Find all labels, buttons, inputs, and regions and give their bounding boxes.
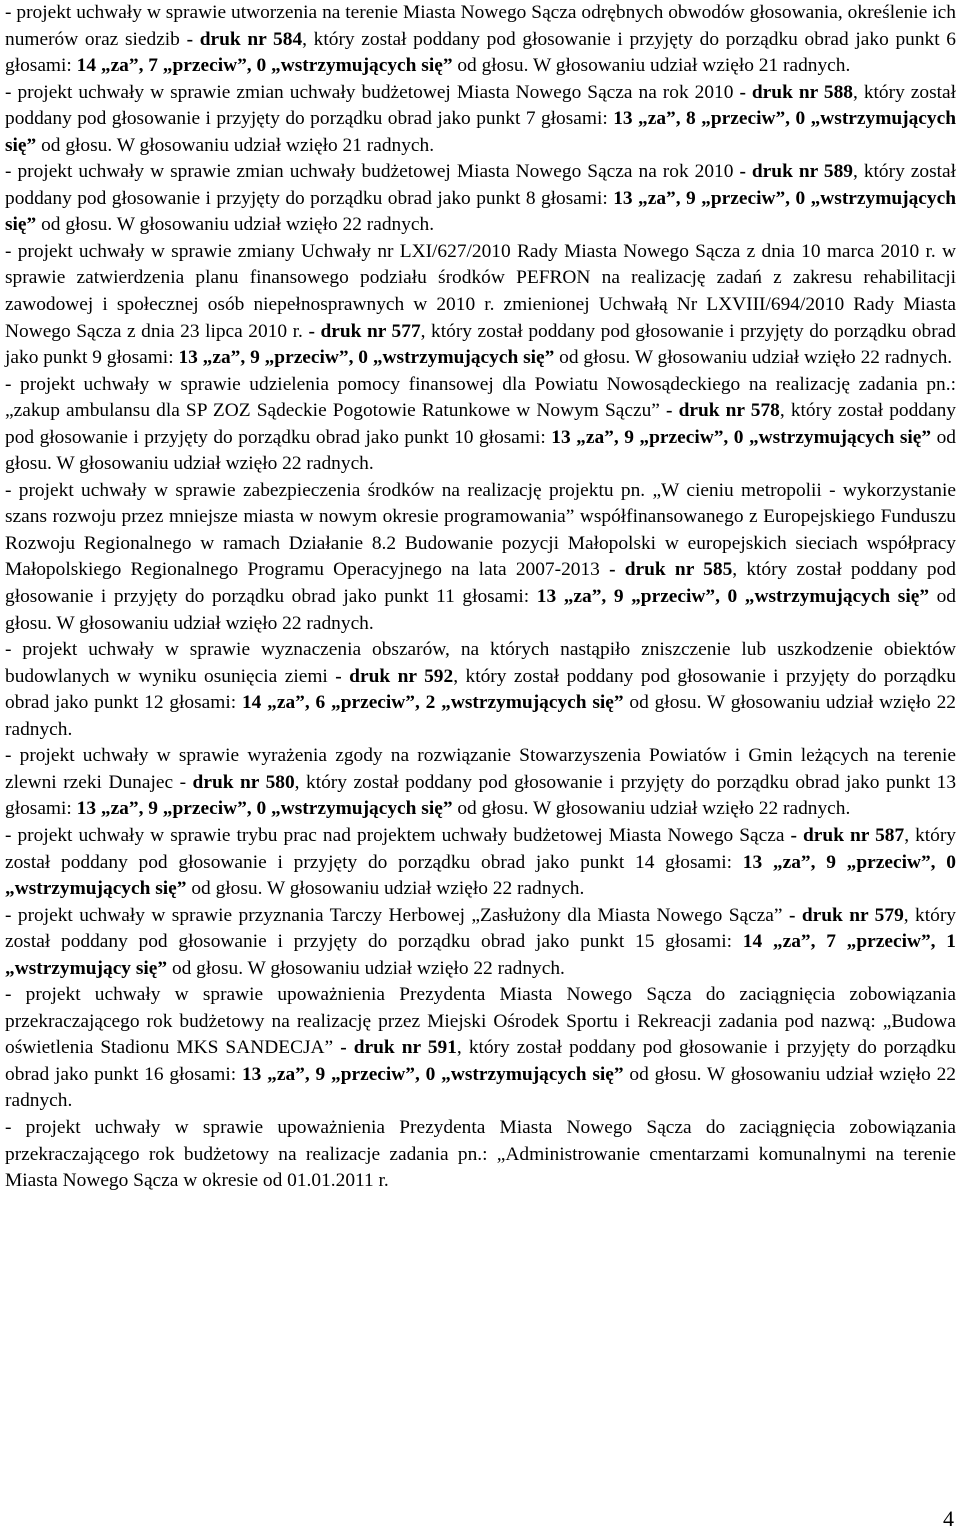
document-body: [5, 0, 956, 1195]
bold-text-run: 13 „za”, 9 „przeciw”, 0 „wstrzymujących się”: [76, 798, 453, 820]
resolution-paragraph: [5, 982, 956, 1115]
resolution-paragraph: [5, 239, 956, 372]
bold-text-run: 13 „za”, 9 „przeciw”, 0 „wstrzymujących się”: [241, 1063, 624, 1085]
bold-text-run: 13 „za”, 9 „przeciw”, 0 „wstrzymujących się”: [178, 347, 555, 369]
bold-text-run: - druk nr 578: [666, 400, 780, 422]
bold-text-run: - druk nr 588: [739, 81, 853, 103]
resolution-paragraph: [5, 743, 956, 823]
text-run: od głosu. W głosowaniu udział wzięło 22 radnych.: [5, 692, 956, 740]
bold-text-run: - druk nr 577: [308, 320, 421, 342]
text-run: , który został poddany pod głosowanie i przyjęty do porządku obrad jako punkt 10 głosami:: [5, 400, 956, 448]
bold-text-run: 14 „za”, 7 „przeciw”, 1 „wstrzymujący się”: [5, 931, 956, 979]
text-run: - projekt uchwały w sprawie zmian uchwały budżetowej Miasta Nowego Sącza na rok 2010: [5, 161, 740, 183]
resolution-paragraph: [5, 823, 956, 903]
text-run: , który został poddany pod głosowanie i przyjęty do porządku obrad jako punkt 16 głosami:: [5, 1037, 957, 1085]
bold-text-run: - druk nr 579: [788, 904, 904, 926]
text-run: od głosu. W głosowaniu udział wzięło 22 radnych.: [554, 347, 953, 369]
bold-text-run: - druk nr 584: [186, 28, 303, 50]
text-run: - projekt uchwały w sprawie upoważnienia Prezydenta Miasta Nowego Sącza do zaciągnięcia zobowiązania przekraczającego rok budżetowy na realizację przez Miejski Ośrodek Sportu i Rekreacji zadania pod nazwą: „Budowa oświetlenia Stadionu MKS SANDECJA”: [5, 984, 956, 1059]
text-run: - projekt uchwały w sprawie wyznaczenia obszarów, na których nastąpiło zniszczenie lub uszkodzenie obiektów budowlanych w wyniku osunięcia ziemi: [5, 639, 956, 687]
text-run: - projekt uchwały w sprawie zabezpieczenia środków na realizację projektu pn. „W cieniu metropolii - wykorzystanie szans rozwoju przez mniejsze miasta w nowym okresie programowania” współfinansowanego z Europejskiego Funduszu Rozwoju Regionalnego w ramach Działanie 8.2 Budowanie pozycji Małopolski w europejskich sieciach współpracy Małopolskiego Regionalnego Programu Operacyjnego na lata 2007-2013: [5, 479, 956, 581]
text-run: , który został poddany pod głosowanie i przyjęty do porządku obrad jako punkt 13 głosami:: [5, 771, 957, 820]
resolution-paragraph: [5, 159, 956, 239]
bold-text-run: druk nr 580: [192, 771, 295, 793]
bold-text-run: - druk nr 587: [790, 824, 905, 846]
bold-text-run: 14 „za”, 6 „przeciw”, 2 „wstrzymujących się”: [241, 692, 624, 714]
text-run: - projekt uchwały w sprawie upoważnienia Prezydenta Miasta Nowego Sącza do zaciągnięcia zobowiązania przekraczającego rok budżetowy na realizacje zadania pn.: „Administrowanie cmentarzami komunalnymi na terenie Miasta Nowego Sącza w okresie od 01.01.2011 r.: [5, 1116, 956, 1192]
text-run: , który został poddany pod głosowanie i przyjęty do porządku obrad jako punkt 6 głosami:: [5, 28, 956, 77]
resolution-paragraph: [5, 478, 956, 637]
text-run: - projekt uchwały w sprawie wyrażenia zgody na rozwiązanie Stowarzyszenia Powiatów i Gmin leżących na terenie zlewni rzeki Dunajec -: [5, 745, 956, 793]
text-run: , który został poddany pod głosowanie i przyjęty do porządku obrad jako punkt 12 głosami:: [5, 665, 957, 714]
text-run: , który został poddany pod głosowanie i przyjęty do porządku obrad jako punkt 7 głosami:: [5, 81, 956, 130]
text-run: - projekt uchwały w sprawie utworzenia na terenie Miasta Nowego Sącza odrębnych obwodów głosowania, określenie ich numerów oraz siedzib: [5, 2, 956, 50]
bold-text-run: 13 „za”, 9 „przeciw”, 0 „wstrzymujących się”: [5, 851, 956, 900]
text-run: od głosu. W głosowaniu udział wzięło 22 radnych.: [5, 426, 956, 475]
resolution-paragraph: [5, 80, 956, 160]
text-run: , który został poddany pod głosowanie i przyjęty do porządku obrad jako punkt 8 głosami:: [5, 161, 956, 209]
bold-text-run: 13 „za”, 9 „przeciw”, 0 „wstrzymujących się”: [551, 426, 932, 448]
resolution-paragraph: [5, 1115, 956, 1195]
bold-text-run: - druk nr 591: [340, 1037, 457, 1059]
text-run: , który został poddany pod głosowanie i przyjęty do porządku obrad jako punkt 15 głosami:: [5, 904, 956, 953]
bold-text-run: - druk nr 585: [609, 559, 733, 581]
text-run: od głosu. W głosowaniu udział wzięło 22 radnych.: [186, 878, 585, 900]
text-run: , który został poddany pod głosowanie i przyjęty do porządku obrad jako punkt 9 głosami:: [5, 320, 956, 369]
text-run: od głosu. W głosowaniu udział wzięło 22 radnych.: [5, 586, 957, 634]
resolution-paragraph: [5, 637, 956, 743]
resolution-paragraph: [5, 0, 956, 80]
text-run: - projekt uchwały w sprawie trybu prac nad projektem uchwały budżetowej Miasta Nowego Sącza: [5, 824, 791, 846]
bold-text-run: - druk nr 592: [335, 665, 454, 687]
text-run: od głosu. W głosowaniu udział wzięło 22 radnych.: [452, 798, 851, 820]
text-run: od głosu. W głosowaniu udział wzięło 22 radnych.: [5, 1063, 956, 1112]
bold-text-run: 14 „za”, 7 „przeciw”, 0 „wstrzymujących się”: [76, 55, 453, 77]
resolution-paragraph: [5, 903, 956, 983]
text-run: od głosu. W głosowaniu udział wzięło 21 radnych.: [36, 134, 435, 156]
text-run: od głosu. W głosowaniu udział wzięło 22 radnych.: [167, 957, 565, 979]
page-number: 4: [943, 1506, 954, 1531]
bold-text-run: 13 „za”, 9 „przeciw”, 0 „wstrzymujących się”: [536, 586, 930, 608]
text-run: - projekt uchwały w sprawie zmiany Uchwały nr LXI/627/2010 Rady Miasta Nowego Sącza z dnia 10 marca 2010 r. w sprawie zatwierdzenia planu finansowego podziału środków PEFRON na realizację zadań z zakresu rehabilitacji zawodowej i społecznej osób niepełnosprawnych w 2010 r. zmienionej Uchwałą Nr LXVIII/694/2010 Rady Miasta Nowego Sącza z dnia 23 lipca 2010 r.: [5, 240, 956, 342]
bold-text-run: 13 „za”, 8 „przeciw”, 0 „wstrzymujących się”: [5, 108, 956, 156]
text-run: - projekt uchwały w sprawie udzielenia pomocy finansowej dla Powiatu Nowosądeckiego na realizację zadania pn.: „zakup ambulansu dla SP ZOZ Sądeckie Pogotowie Ratunkowe w Nowym Sączu”: [5, 373, 956, 422]
text-run: od głosu. W głosowaniu udział wzięło 21 radnych.: [452, 55, 851, 77]
bold-text-run: - druk nr 589: [739, 161, 853, 183]
bold-text-run: 13 „za”, 9 „przeciw”, 0 „wstrzymujących się”: [5, 187, 956, 236]
text-run: , który został poddany pod głosowanie i przyjęty do porządku obrad jako punkt 11 głosami:: [5, 559, 956, 608]
text-run: - projekt uchwały w sprawie przyznania Tarczy Herbowej „Zasłużony dla Miasta Nowego Sącza”: [5, 904, 789, 926]
text-run: od głosu. W głosowaniu udział wzięło 22 radnych.: [36, 214, 435, 236]
text-run: - projekt uchwały w sprawie zmian uchwały budżetowej Miasta Nowego Sącza na rok 2010: [5, 81, 740, 103]
resolution-paragraph: [5, 372, 956, 478]
text-run: , który został poddany pod głosowanie i przyjęty do porządku obrad jako punkt 14 głosami:: [5, 824, 956, 873]
